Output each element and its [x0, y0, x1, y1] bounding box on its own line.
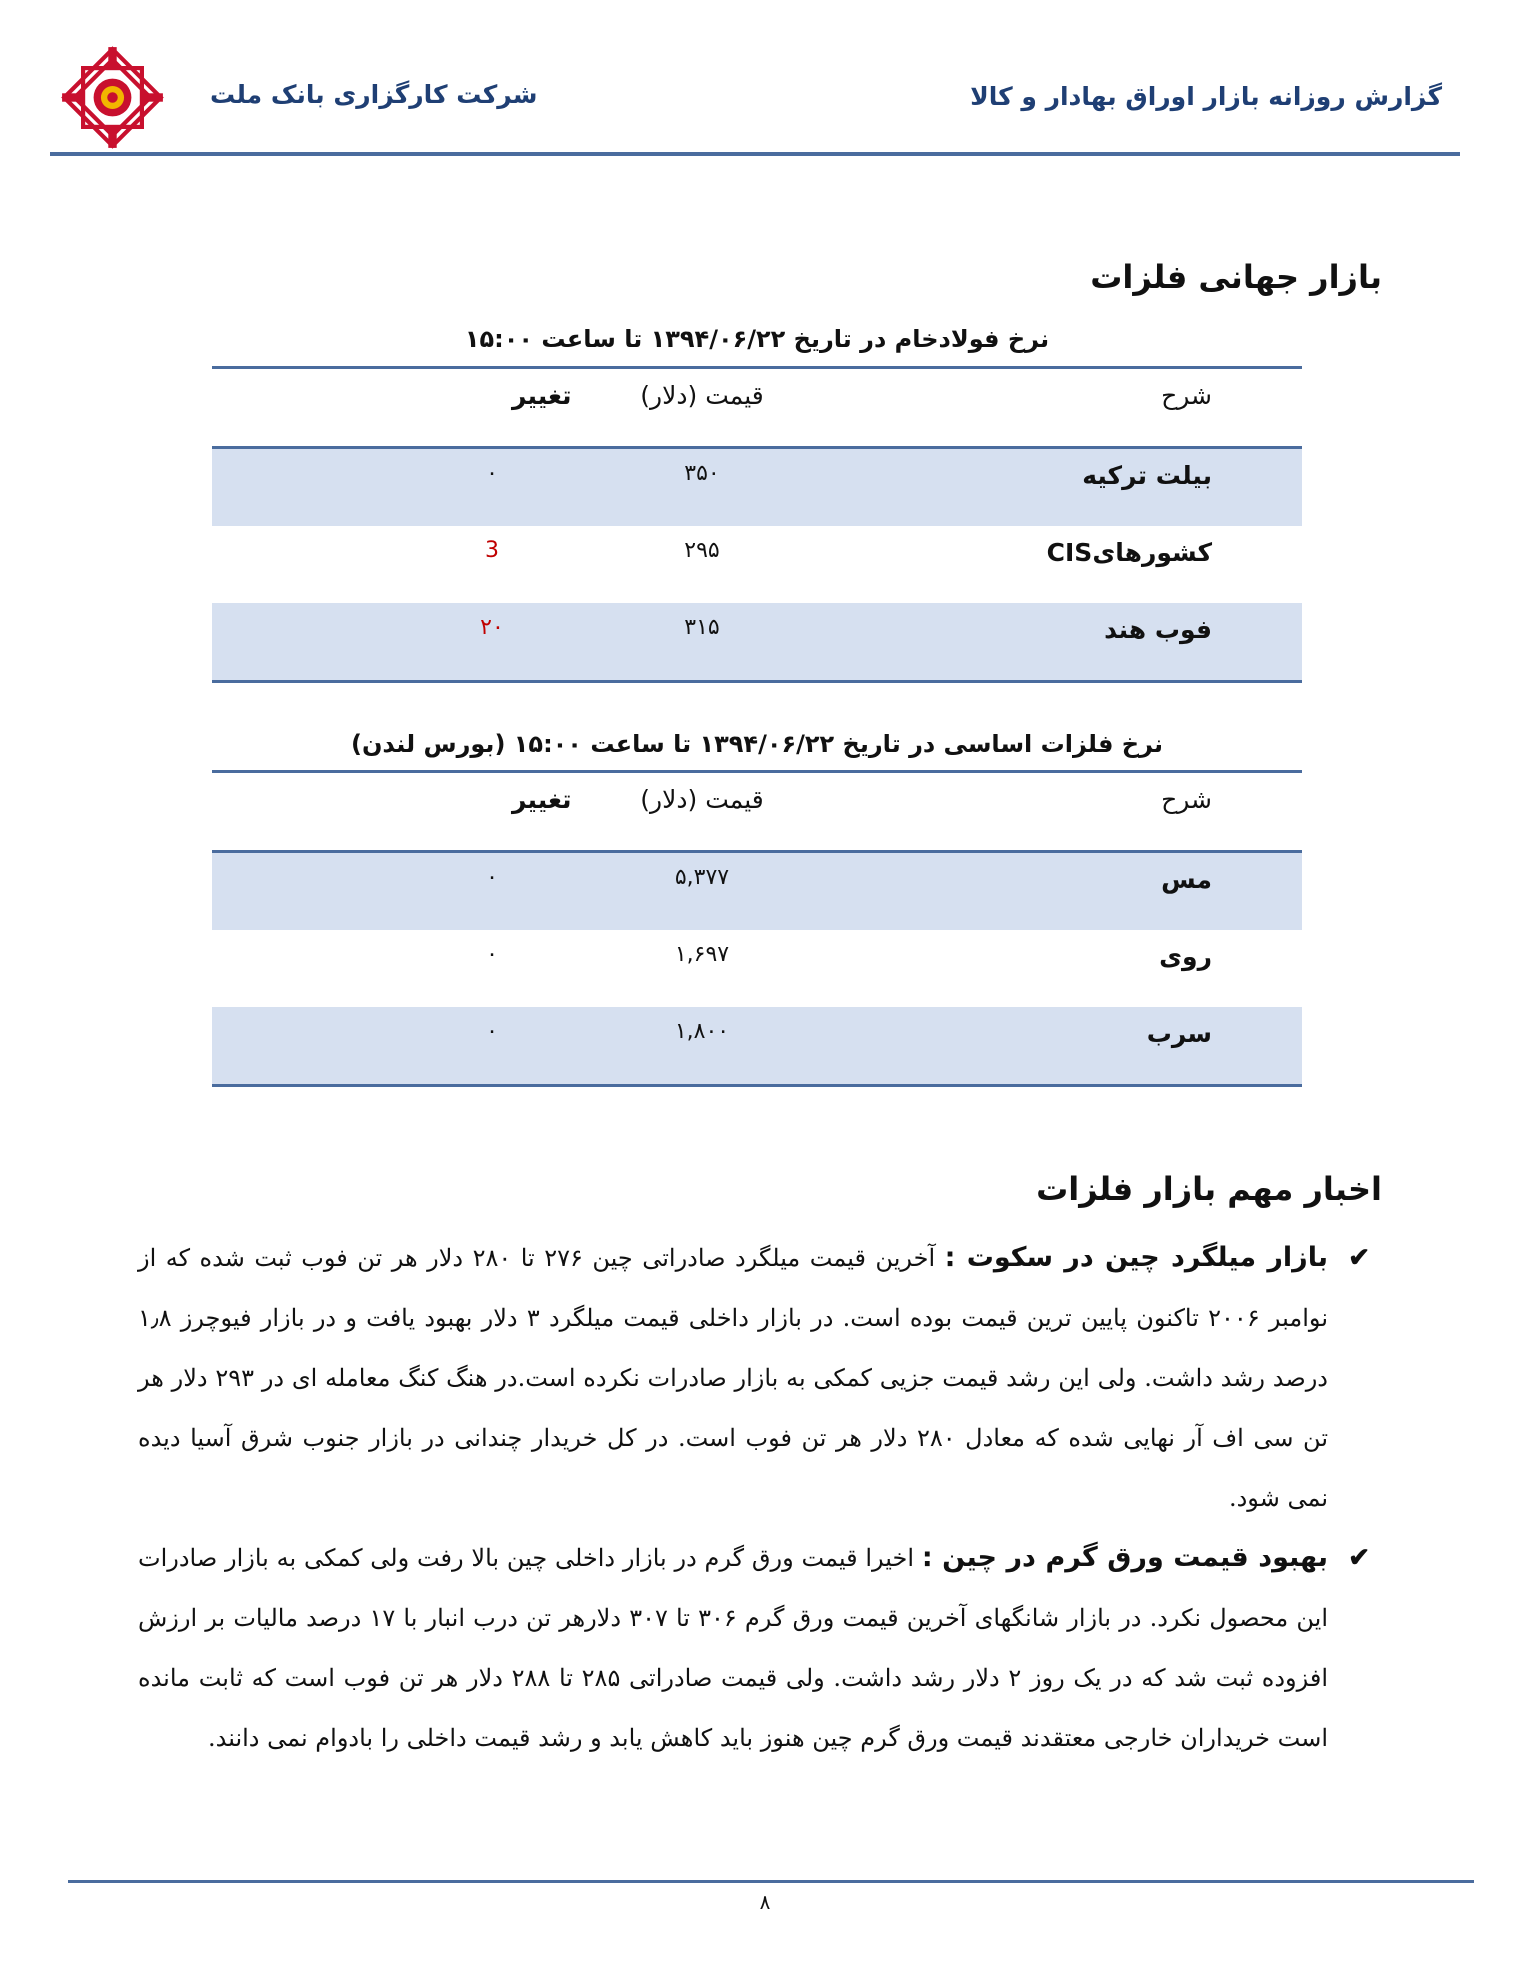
table-header-row: [212, 773, 1302, 853]
header-price: قیمت (دلار): [640, 785, 764, 814]
row-desc: فوب هند: [1104, 615, 1212, 644]
header-change: تغییر: [512, 381, 572, 410]
row-change: 3: [485, 538, 499, 563]
news-headline: بهبود قیمت ورق گرم در چین :: [921, 1542, 1329, 1573]
table-row: [212, 1007, 1302, 1084]
news-headline: بازار میلگرد چین در سکوت :: [944, 1242, 1328, 1273]
section-title-metal-news: اخبار مهم بازار فلزات: [1036, 1170, 1382, 1208]
header-divider: [50, 152, 1460, 156]
report-title: گزارش روزانه بازار اوراق بهادار و کالا: [970, 82, 1442, 111]
checkmark-icon: ✔: [1348, 1543, 1370, 1573]
row-price: ۲۹۵: [684, 538, 720, 563]
crude-steel-table: [212, 366, 1302, 683]
table-header-row: [212, 369, 1302, 449]
row-price: ۱,۸۰۰: [674, 1019, 730, 1044]
checkmark-icon: ✔: [1348, 1243, 1370, 1273]
news-body: آخرین قیمت میلگرد صادراتی چین ۲۷۶ تا ۲۸۰ دلار هر تن فوب ثبت شده که از نوامبر ۲۰۰۶ تاکنون پایین ترین قیمت بوده است. در بازار داخلی قیمت میلگرد ۳ دلار بهبود یافت و در بازار فیوچرز ۱٫۸ درصد رشد داشت. ولی این رشد قیمت جزیی کمکی به بازار صادرات نکرده است.در هنگ کنگ معامله ای در ۲۹۳ دلار هر تن سی اف آر نهایی شده که معادل ۲۸۰ دلار هر تن فوب است. در کل خریدار چندانی در بازار جنوب شرق آسیا دیده نمی شود.: [138, 1244, 1329, 1512]
row-price: ۵,۳۷۷: [674, 865, 730, 890]
table-row: [212, 449, 1302, 526]
news-body: اخیرا قیمت ورق گرم در بازار داخلی چین بالا رفت ولی کمکی به بازار صادرات این محصول نکرد. در بازار شانگهای آخرین قیمت ورق گرم ۳۰۶ تا ۳۰۷ دلارهر تن درب انبار با ۱۷ درصد مالیات بر ارزش افزوده ثبت شد که در یک روز ۲ دلار رشد داشت. ولی قیمت صادراتی ۲۸۵ تا ۲۸۸ دلار هر تن فوب است که ثابت مانده است خریداران خارجی معتقدند قیمت ورق گرم چین هنوز باید کاهش یابد و رشد قیمت داخلی را بادوام نمی دانند.: [138, 1544, 1328, 1752]
table2-caption: نرخ فلزات اساسی در تاریخ ۱۳۹۴/۰۶/۲۲ تا ساعت ۱۵:۰۰ (بورس لندن): [350, 730, 1164, 758]
row-change: ۰: [486, 1019, 498, 1044]
table-row: [212, 930, 1302, 1007]
news-item: [138, 1528, 1370, 1768]
header-price: قیمت (دلار): [640, 381, 764, 410]
row-price: ۱,۶۹۷: [674, 942, 730, 967]
footer-divider: [68, 1880, 1474, 1883]
base-metals-table: [212, 770, 1302, 1087]
table-row: [212, 853, 1302, 930]
row-change: ۲۰: [480, 615, 504, 640]
row-desc: سرب: [1146, 1019, 1212, 1048]
section-title-global-metals: بازار جهانی فلزات: [1090, 258, 1382, 296]
row-change: ۰: [486, 461, 498, 486]
row-desc: کشورهایCIS: [1046, 538, 1212, 567]
news-item: [138, 1228, 1370, 1528]
header-desc: شرح: [1161, 381, 1212, 410]
table-row: [212, 603, 1302, 680]
row-change: ۰: [486, 865, 498, 890]
row-change: ۰: [486, 942, 498, 967]
row-price: ۳۱۵: [684, 615, 720, 640]
news-list: [138, 1228, 1370, 1768]
header-desc: شرح: [1161, 785, 1212, 814]
row-desc: روی: [1159, 942, 1212, 971]
table-row: [212, 526, 1302, 603]
row-desc: مس: [1161, 865, 1212, 894]
page-number: ۸: [759, 1890, 771, 1914]
table1-caption: نرخ فولادخام در تاریخ ۱۳۹۴/۰۶/۲۲ تا ساعت ۱۵:۰۰: [464, 325, 1050, 353]
header-change: تغییر: [512, 785, 572, 814]
row-desc: بیلت ترکیه: [1082, 461, 1212, 490]
company-name: شرکت کارگزاری بانک ملت: [210, 80, 538, 109]
page-header: [0, 0, 1530, 160]
bank-mellat-logo-icon: [60, 45, 165, 150]
row-price: ۳۵۰: [684, 461, 720, 486]
